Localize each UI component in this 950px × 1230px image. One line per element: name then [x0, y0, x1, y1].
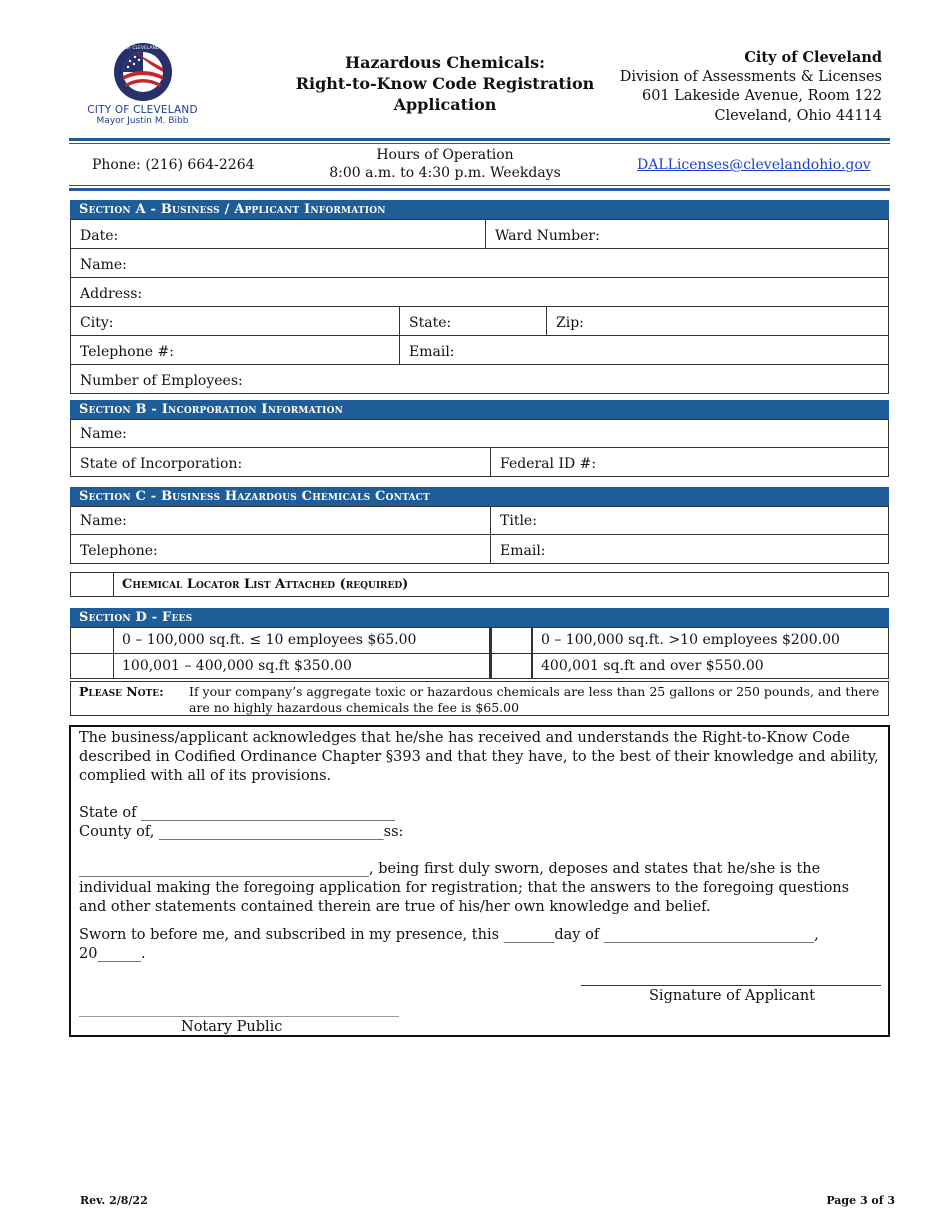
- contact-telephone-field[interactable]: Telephone:: [80, 543, 158, 559]
- phone-number: Phone: (216) 664-2264: [92, 157, 255, 173]
- logo-city-name: CITY OF CLEVELAND: [87, 104, 198, 116]
- email-field[interactable]: Email:: [399, 336, 888, 364]
- section-a-grid: [70, 219, 889, 394]
- fee-note: [70, 681, 889, 716]
- county-of-line[interactable]: County of, _______________________________ss:: [79, 824, 404, 840]
- fees-grid: [70, 627, 889, 679]
- email-link[interactable]: DALLicenses@clevelandohio.gov: [637, 157, 871, 173]
- fee-option-1: 0 – 100,000 sq.ft. ≤ 10 employees $65.00: [114, 628, 490, 653]
- section-b-grid: [70, 419, 889, 477]
- section-c-grid: [70, 506, 889, 564]
- address-field[interactable]: Address:: [80, 286, 143, 302]
- section-c-header: Section C - Business Hazardous Chemicals Contact: [70, 487, 889, 506]
- zip-field[interactable]: Zip:: [546, 307, 888, 335]
- logo-mayor-name: Mayor Justin M. Bibb: [96, 116, 189, 126]
- section-a-header: Section A - Business / Applicant Information: [70, 200, 889, 219]
- applicant-name-field[interactable]: Name:: [80, 257, 127, 273]
- locator-list-row: [70, 572, 889, 597]
- note-label: Please Note:: [79, 684, 164, 699]
- state-of-incorporation-field[interactable]: State of Incorporation:: [80, 456, 243, 472]
- telephone-field[interactable]: Telephone #:: [80, 344, 174, 360]
- incorporation-name-field[interactable]: Name:: [80, 426, 127, 442]
- revision-date: Rev. 2/8/22: [80, 1194, 148, 1207]
- notary-signature-line[interactable]: [79, 1016, 399, 1017]
- affidavit-box: [69, 725, 890, 1037]
- header-rule-top-thin: [69, 143, 890, 144]
- state-of-line[interactable]: State of ___________________________________: [79, 805, 395, 821]
- department-address: City of Cleveland Division of Assessments & Licenses 601 Lakeside Avenue, Room 122 Cleveland, Ohio 44114: [619, 49, 882, 124]
- sworn-date-line[interactable]: Sworn to before me, and subscribed in my presence, this _______day of _____________________________, 20______.: [79, 927, 819, 962]
- federal-id-field[interactable]: Federal ID #:: [490, 448, 888, 476]
- fee-option-3: 100,001 – 400,000 sq.ft $350.00: [114, 654, 490, 678]
- city-seal-icon: [113, 42, 173, 102]
- contact-name-field[interactable]: Name:: [80, 513, 127, 529]
- locator-list-checkbox[interactable]: [71, 573, 114, 596]
- contact-rule-bottom: [69, 188, 890, 191]
- section-d-header: Section D - Fees: [70, 608, 889, 627]
- page-number: Page 3 of 3: [826, 1194, 895, 1207]
- fee-checkbox-4[interactable]: [490, 654, 533, 678]
- svg-text:CITY OF CLEVELAND OHIO: CITY OF CLEVELAND OHIO: [112, 46, 173, 51]
- fee-option-4: 400,001 sq.ft and over $550.00: [541, 658, 764, 674]
- section-b-header: Section B - Incorporation Information: [70, 400, 889, 419]
- ward-number-field[interactable]: Ward Number:: [485, 220, 888, 248]
- form-title: Hazardous Chemicals: Right-to-Know Code Registration Application: [295, 53, 595, 114]
- city-logo: [80, 42, 205, 126]
- notary-label: Notary Public: [181, 1019, 283, 1035]
- fee-checkbox-1[interactable]: [71, 628, 114, 653]
- fee-option-2: 0 – 100,000 sq.ft. >10 employees $200.00: [541, 632, 840, 648]
- state-field[interactable]: State:: [399, 307, 546, 335]
- header-rule-top: [69, 138, 890, 141]
- locator-list-label: Chemical Locator List Attached (required): [122, 577, 409, 592]
- city-field[interactable]: City:: [80, 315, 114, 331]
- employees-field[interactable]: Number of Employees:: [80, 373, 243, 389]
- affidavit-sworn-statement: ________________________________________, being first duly sworn, deposes and states that he/she is the individual making the foregoing application for registration; that the answers to the foregoing questions and other statements contained therein are true of his/her own knowledge and belief.: [79, 861, 850, 915]
- fee-checkbox-2[interactable]: [490, 628, 533, 653]
- note-text: If your company’s aggregate toxic or hazardous chemicals are less than 25 gallons or 250 pounds, and there are no highly hazardous chemicals the fee is $65.00: [189, 684, 880, 715]
- contact-title-field[interactable]: Title:: [490, 507, 888, 534]
- hours-of-operation: Hours of Operation 8:00 a.m. to 4:30 p.m. Weekdays: [329, 147, 561, 181]
- contact-email-field[interactable]: Email:: [490, 535, 888, 563]
- contact-rule-thin: [69, 185, 890, 186]
- affidavit-acknowledgement: The business/applicant acknowledges that he/she has received and understands the Right-to-Know Code described in Codified Ordinance Chapter §393 and that they have, to the best of their knowledge and ability, complied with all of its provisions.: [79, 730, 879, 784]
- applicant-signature-label: Signature of Applicant: [649, 988, 816, 1004]
- applicant-signature-line[interactable]: [581, 985, 881, 986]
- date-field[interactable]: Date:: [80, 228, 119, 244]
- fee-checkbox-3[interactable]: [71, 654, 114, 678]
